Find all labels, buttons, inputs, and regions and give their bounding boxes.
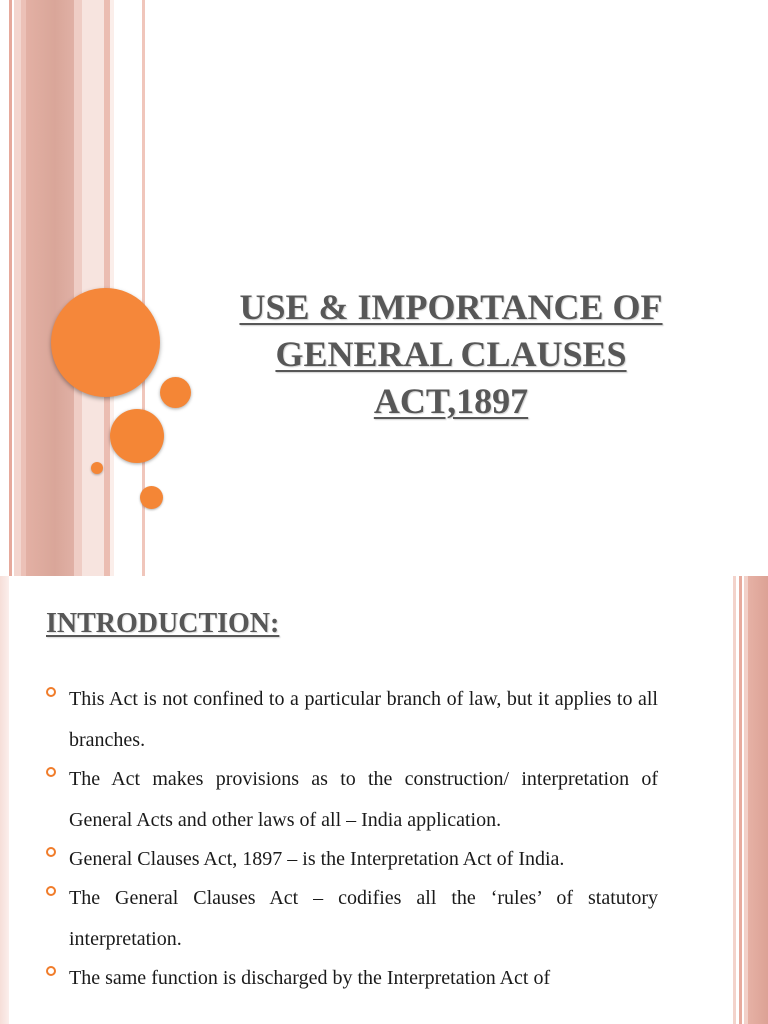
bullet-circle-icon	[46, 966, 56, 976]
decorative-stripe	[739, 576, 742, 1024]
list-item	[46, 958, 658, 999]
list-item	[46, 759, 658, 841]
slide-title-line: USE & IMPORTANCE OF	[239, 287, 663, 327]
decorative-small-circle	[160, 377, 191, 408]
decorative-small-circle	[140, 486, 163, 509]
decorative-stripe	[26, 0, 74, 576]
bullet-text: The Act makes provisions as to the construction/ interpretation of General Acts and other laws of all – India application.	[69, 768, 658, 831]
decorative-medium-circle	[110, 409, 164, 463]
decorative-tiny-circle	[91, 462, 103, 474]
decorative-stripe	[14, 0, 21, 576]
slide-title-line: GENERAL CLAUSES	[275, 334, 627, 374]
list-item	[46, 878, 658, 960]
bullet-circle-icon	[46, 847, 56, 857]
bullet-text: General Clauses Act, 1897 – is the Interpretation Act of India.	[69, 848, 565, 870]
decorative-stripe	[748, 576, 768, 1024]
decorative-stripe	[0, 576, 9, 1024]
bullet-list	[46, 688, 658, 1006]
decorative-stripe	[733, 576, 736, 1024]
list-item	[46, 679, 658, 761]
decorative-large-circle	[51, 288, 160, 397]
introduction-slide	[0, 576, 768, 1024]
section-heading: INTRODUCTION:	[46, 608, 280, 639]
bullet-text: This Act is not confined to a particular branch of law, but it applies to all branches.	[69, 688, 658, 751]
list-item	[46, 839, 658, 880]
bullet-circle-icon	[46, 886, 56, 896]
decorative-stripe	[9, 0, 12, 576]
slide-title	[200, 284, 702, 425]
decorative-stripe	[74, 0, 82, 576]
slide-title-line: ACT,1897	[373, 381, 529, 421]
bullet-text: The General Clauses Act – codifies all the ‘rules’ of statutory interpretation.	[69, 887, 658, 950]
bullet-circle-icon	[46, 767, 56, 777]
bullet-text: The same function is discharged by the Interpretation Act of	[69, 967, 551, 989]
bullet-circle-icon	[46, 687, 56, 697]
